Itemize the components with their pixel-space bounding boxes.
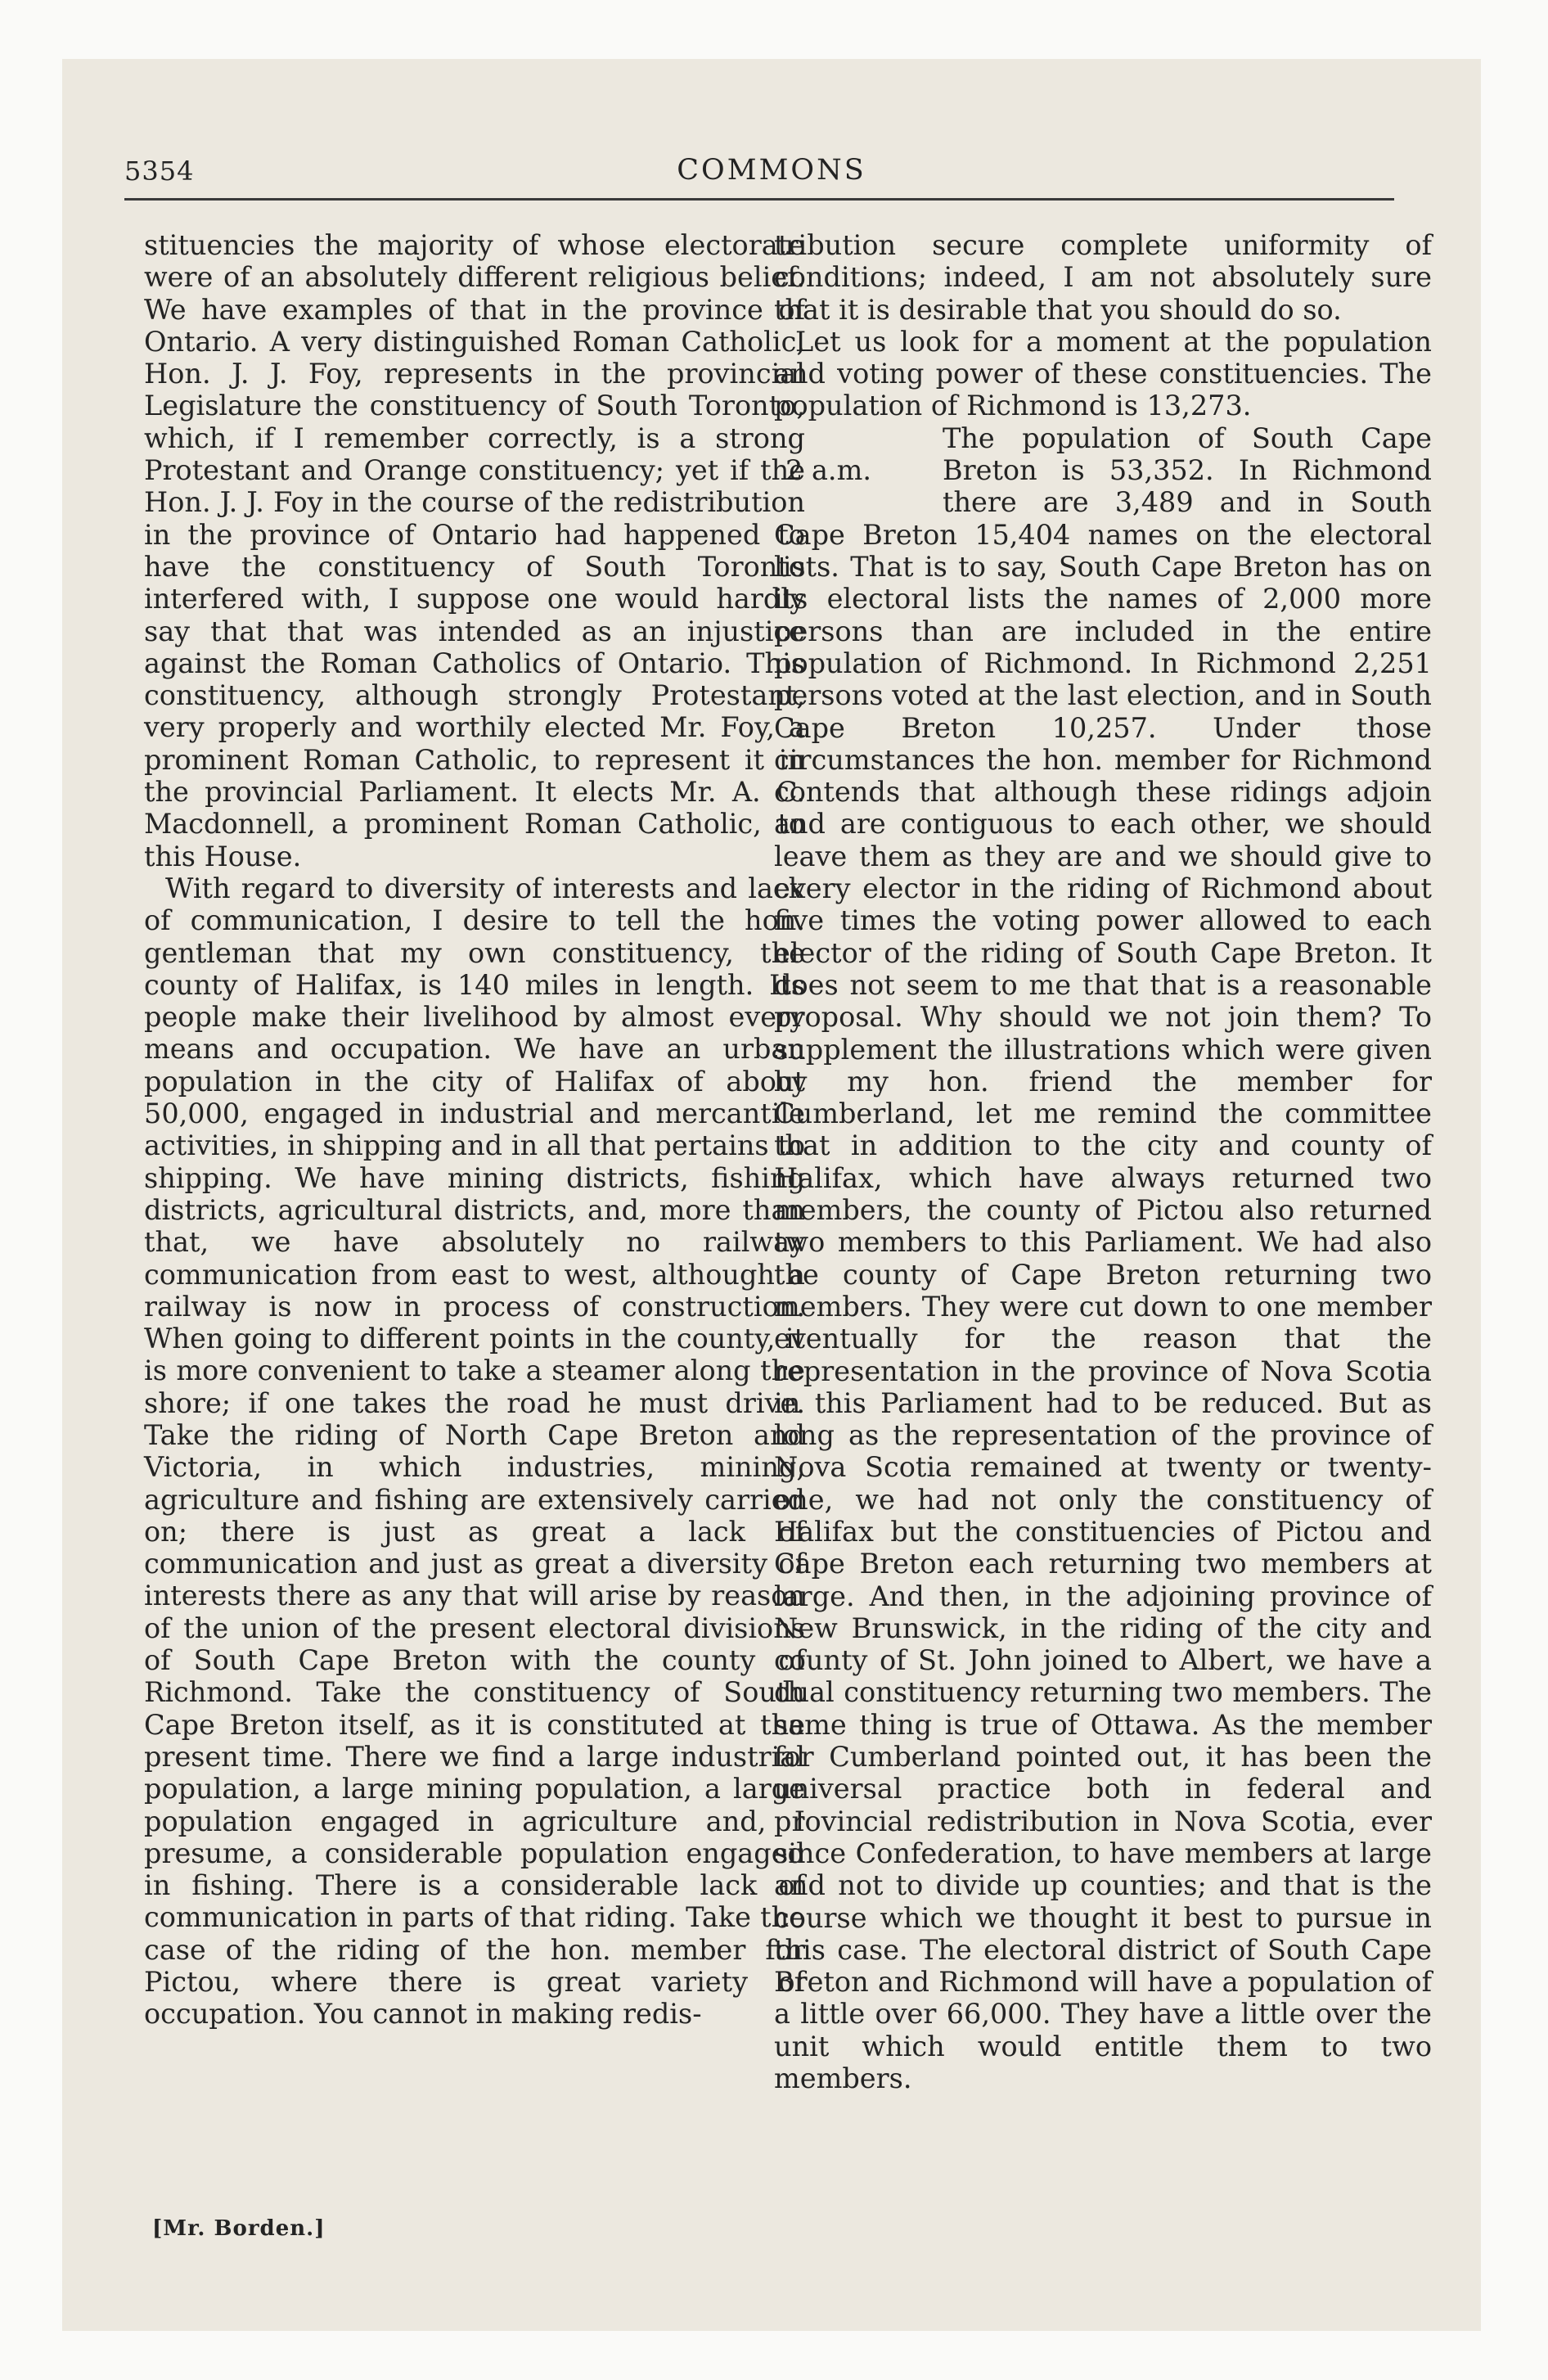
running-head: COMMONS xyxy=(677,154,866,187)
left-column xyxy=(144,229,805,2031)
right-column xyxy=(774,229,1432,2094)
paragraph: Cape Breton 15,404 names on the electoral lists. That is to say, South Cape Breton has on its electoral lists the names of 2,000 more persons than are included in the entire population of Richmond. In Richmond 2,251 persons voted at the last election, and in South Cape Breton 10,257. Under those circumstances the hon. member for Richmond contends that although these ridings adjoin and are contiguous to each other, we should leave them as they are and we should give to every elector in the riding of Richmond about five times the voting power allowed to each elector of the riding of South Cape Breton. It does not seem to me that that is a reasonable proposal. Why should we not join them? To supplement the illustrations which were given by my hon. friend the member for Cumberland, let me remind the committee that in addition to the city and county of Halifax, which have always returned two members, the county of Pictou also returned two members to this Parliament. We had also the county of Cape Breton returning two members. They were cut down to one member eventually for the reason that the representation in the province of Nova Scotia in this Parliament had to be reduced. But as long as the representation of the province of Nova Scotia remained at twenty or twenty-one, we had not only the constituency of Halifax but the constituencies of Pictou and Cape Breton each returning two members at large. And then, in the adjoining province of New Brunswick, in the riding of the city and county of St. John joined to Albert, we have a dual constituency returning two members. The same thing is true of Ottawa. As the member for Cumberland pointed out, it has been the universal practice both in federal and provincial redistribution in Nova Scotia, ever since Confederation, to have members at large and not to divide up counties; and that is the course which we thought it best to pursue in this case. The electoral district of South Cape Breton and Richmond will have a population of a little over 66,000. They have a little over the unit which would entitle them to two members. xyxy=(774,518,1432,2095)
paragraph-line: The population of South Cape xyxy=(943,421,1432,454)
header-rule xyxy=(124,198,1394,201)
paragraph: Let us look for a moment at the population and voting power of these constituencies. The population of Richmond is 13,273. xyxy=(774,325,1432,422)
paragraph: tribution secure complete uniformity of conditions; indeed, I am not absolutely sure that it is desirable that you should do so. xyxy=(774,229,1432,326)
scanned-page xyxy=(62,59,1481,2331)
time-marker: 2 a.m. xyxy=(785,453,871,486)
page-number: 5354 xyxy=(124,156,195,187)
paragraph-line: there are 3,489 and in South xyxy=(943,485,1432,518)
paragraph: stituencies the majority of whose electorate were of an absolutely different religious belief. We have examples of that in the province of Ontario. A very distinguished Roman Catholic, Hon. J. J. Foy, represents in the provincial Legislature the constituency of South Toronto, which, if I remember correctly, is a strong Protestant and Orange constituency; yet if the Hon. J. J. Foy in the course of the redistribution in the province of Ontario had happened to have the constituency of South Toronto interfered with, I suppose one would hardly say that that was intended as an injustice against the Roman Catholics of Ontario. This constituency, although strongly Protestant, very properly and worthily elected Mr. Foy, a prominent Roman Catholic, to represent it in the provincial Parliament. It elects Mr. A. C. Macdonnell, a prominent Roman Catholic, to this House. xyxy=(144,229,805,872)
time-marker-block xyxy=(774,422,1432,519)
paragraph: With regard to diversity of interests and lack of communication, I desire to tell the hon. gentleman that my own constituency, the county of Halifax, is 140 miles in length. Its people make their livelihood by almost every means and occupation. We have an urban population in the city of Halifax of about 50,000, engaged in industrial and mercantile activities, in shipping and in all that pertains to shipping. We have mining districts, fishing districts, agricultural districts, and, more than that, we have absolutely no railway communication from east to west, although a railway is now in process of construction. When going to different points in the county, it is more convenient to take a steamer along the shore; if one takes the road he must drive. Take the riding of North Cape Breton and Victoria, in which industries, mining, agriculture and fishing are extensively carried on; there is just as great a lack of communication and just as great a diversity of interests there as any that will arise by reason of the union of the present electoral divisions of South Cape Breton with the county of Richmond. Take the constituency of South Cape Breton itself, as it is constituted at the present time. There we find a large industrial population, a large mining population, a large population engaged in agriculture and, I presume, a considerable population engaged in fishing. There is a considerable lack of communication in parts of that riding. Take the case of the riding of the hon. member for Pictou, where there is great variety of occupation. You cannot in making redis- xyxy=(144,872,805,2031)
paragraph-line: Breton is 53,352. In Richmond xyxy=(943,453,1432,486)
speaker-footer: [Mr. Borden.] xyxy=(152,2216,326,2241)
